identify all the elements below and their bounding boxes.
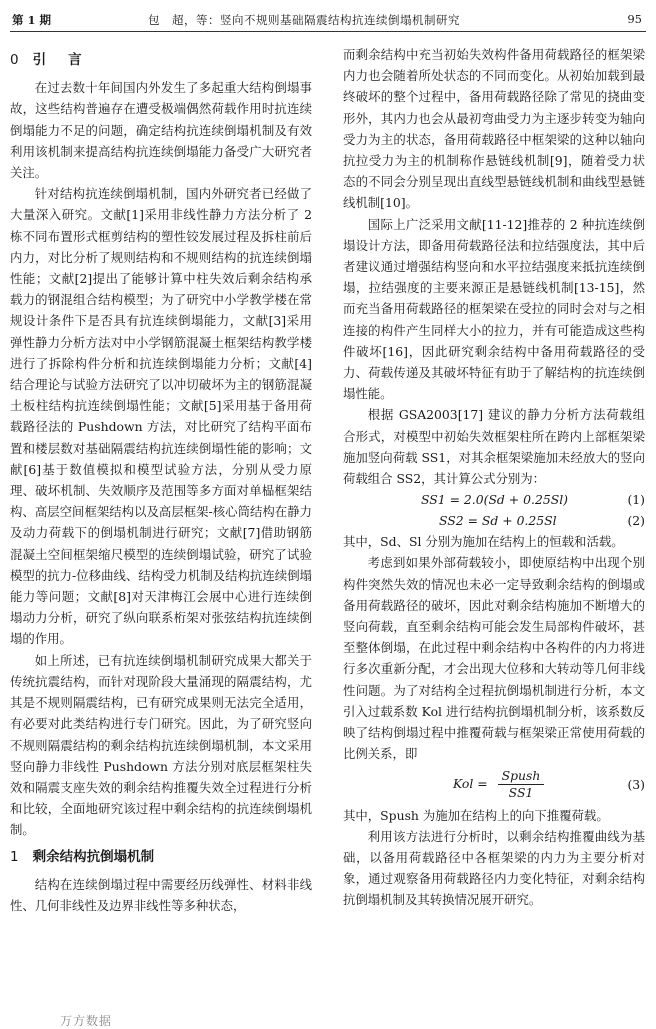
right-column — [343, 44, 645, 911]
running-header — [0, 0, 656, 34]
equation-1 — [343, 489, 645, 510]
equation-number: (2) — [627, 513, 645, 529]
left-column — [10, 44, 312, 916]
paragraph: 针对结构抗连续倒塌机制，国内外研究者已经做了大量深入研究。文献[1]采用非线性静力方法分析了 2 栋不同布置形式框剪结构的塑性铰发展过程及拆柱前后内力，对比分析了规则结构和不规则结构的抗连续倒塌性能；文献[2]提出了能够计算中柱失效后剩余结构承载力的钢混组合结构模型；为了研究中小学教学楼在常规设计条件下是否具有抗连续倒塌能力，文献[3]采用弹性静力分析方法对中小学钢筋混凝土框架结构教学楼进行了拆除构件分析和抗连续倒塌能力分析；文献[4]结合理论与试验方法研究了以冲切破坏为主的钢筋混凝土板柱结构抗连续倒塌性能；文献[5]采用基于备用荷载路径法的 Pushdown 方法，对比研究了结构平面布置和楼层数对基础隔震结构抗连续倒塌性能的影响；文献[6]基于数值模拟和模型试验方法，分别从受力原理、破坏机制、失效顺序及范围等多方面对单榀框架结构、高层空间框架结构以及高层框架-核心筒结构在静力及动力荷载下的倒塌机制进行研究；文献[7]借助钢筋混凝土空间框架缩尺模型的连续倒塌试验，研究了试验模型的抗力-位移曲线、结构受力机制及结构抗连续倒塌能力等问题；文献[8]对天津梅江会展中心进行连续倒塌动力分析，研究了纵向联系桁架对张弦结构抗连续倒塌的作用。 — [10, 186, 312, 647]
section-number: 0 — [10, 52, 19, 68]
equation-body: SS2 = Sd + 0.25Sl — [439, 513, 557, 529]
fraction — [498, 768, 545, 801]
header-rule — [10, 31, 646, 32]
section-number: 1 — [10, 848, 19, 865]
issue-number: 第 1 期 — [12, 13, 52, 27]
equation-body — [453, 768, 627, 801]
paragraph: 利用该方法进行分析时，以剩余结构推覆曲线为基础，以备用荷载路径中各框架梁的内力为主要分析对象，通过观察备用荷载路径内力变化特征，对剩余结构抗倒塌机制及其转换情况展开研究。 — [343, 828, 645, 908]
fraction-numerator: Spush — [498, 768, 545, 785]
paragraph: 如上所述，已有抗连续倒塌机制研究成果大都关于传统抗震结构，而针对现阶段大量涌现的隔震结构，尤其是不规则隔震结构，已有研究成果则无法完全适用，有必要对此类结构进行专门研究。因此，为了研究竖向不规则隔震结构的剩余结构抗连续倒塌机制，本文采用竖向静力非线性 Pushdown 方法分别对底层框架柱失效和隔震支座失效的剩余结构推覆失效全过程进行分析和比较，全面地研究该过程中剩余结构的抗连续倒塌机制。 — [10, 652, 312, 838]
equation-2 — [343, 510, 645, 531]
section-title: 剩余结构抗倒塌机制 — [32, 848, 155, 865]
equation-lhs: Kol = — [453, 776, 488, 791]
paragraph: 考虑到如果外部荷载较小，即使原结构中出现个别构件突然失效的情况也未必一定导致剩余结构的倒塌或备用荷载路径的破坏，因此对剩余结构施加不断增大的竖向荷载，直至剩余结构可能会发生局部构件破坏，甚至整体倒塌，在此过程中剩余结构中各构件的内力将进行多次重新分配，才会出现大位移和大转动等几何非线性问题。为了对结构全过程抗倒塌机制进行分析，本文引入过载系数 Kol 进行结构抗倒塌机制分析，该系数反映了结构倒塌过程中推覆荷载与框架梁正常使用荷载的比例关系，即 — [343, 555, 645, 762]
paragraph: 根据 GSA2003[17] 建议的静力分析方法荷载组合形式，对模型中初始失效框架柱所在跨内上部框架梁施加竖向荷载 SS1，对其余框架梁施加未经放大的竖向荷载组合 SS2，其计算公式分别为： — [343, 407, 645, 487]
running-title: 包 超，等：竖向不规则基础隔震结构抗连续倒塌机制研究 — [148, 13, 460, 27]
equation-3 — [343, 765, 645, 805]
equation-body: SS1 = 2.0(Sd + 0.25Sl) — [421, 492, 568, 508]
equation-number: (3) — [627, 776, 645, 792]
paragraph: 其中，Sd、Sl 分别为施加在结构上的恒载和活载。 — [343, 534, 624, 550]
paragraph: 其中，Spush 为施加在结构上的向下推覆荷载。 — [343, 807, 609, 823]
page-number: 95 — [627, 12, 642, 26]
paragraph: 而剩余结构中充当初始失效构件备用荷载路径的框架梁内力也会随着所处状态的不同而变化。从初始加载到最终破坏的整个过程中，备用荷载路径除了常见的挠曲变形外，其内力也会从最初弯曲受力为主逐步转变为轴向受力为主的状态，备用荷载路径中框架梁的这种以轴向抗拉受力为主的机制称作悬链线机制[9]，随着受力状态的不同会分别呈现出直线型悬链线机制和曲线型悬链线机制[10]。 — [343, 47, 645, 211]
paragraph: 结构在连续倒塌过程中需要经历线弹性、材料非线性、几何非线性及边界非线性等多种状态， — [10, 876, 312, 913]
equation-number: (1) — [627, 492, 645, 508]
section-heading-1 — [10, 847, 312, 868]
fraction-denominator: SS1 — [508, 785, 534, 800]
paragraph: 在过去数十年间国内外发生了多起重大结构倒塌事故，这些结构普遍存在遭受极端偶然荷载作用时抗连续倒塌能力不足的问题，确定结构抗连续倒塌机制及有效利用该机制来提高结构抗连续倒塌能力备受广大研究者关注。 — [10, 80, 312, 181]
section-heading-intro — [10, 50, 312, 71]
paragraph: 国际上广泛采用文献[11-12]推荐的 2 种抗连续倒塌设计方法，即备用荷载路径法和拉结强度法，其中后者建议通过增强结构竖向和水平拉结强度来抵抗连续倒塌，拉结强度的主要来源正是悬链线机制[13-15]，然而充当备用荷载路径的框架梁在受拉的同时会对与之相连接的构件产生同样大小的拉力，并有可能造成这些构件破坏[16]，因此研究剩余结构中备用荷载路径的受力、荷载传递及其破坏特征有助于了解结构的抗连续倒塌性能。 — [343, 216, 645, 402]
section-title: 引言 — [32, 52, 104, 68]
watermark: 万方数据 — [60, 1014, 113, 1028]
